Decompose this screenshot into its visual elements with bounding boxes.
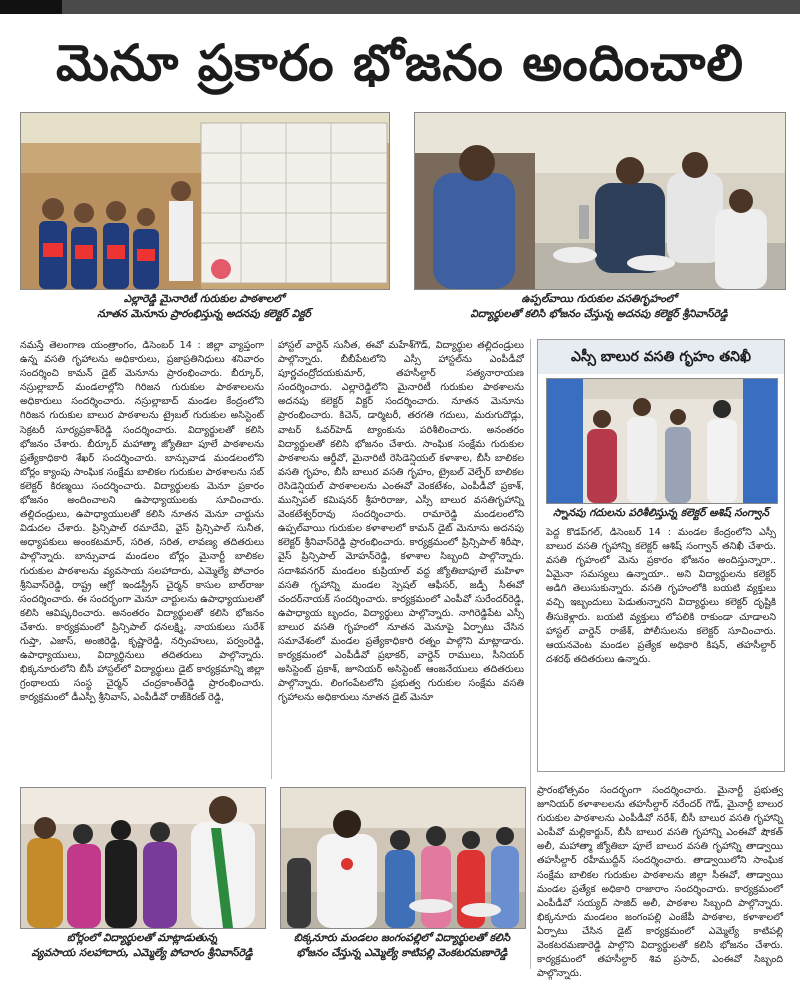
photo-dining-hall	[414, 112, 786, 290]
article-column-1	[20, 339, 264, 779]
caption-box-photo: స్నానపు గదులను పరిశీలిస్తున్న కలెక్టర్ ఆశిష్ సంగ్వాన్	[553, 507, 769, 519]
photo-jangampalli-meal-image	[281, 788, 525, 928]
caption-top-left	[20, 292, 388, 322]
caption-top-right-line1: ఉప్పల్‌వాయి గురుకుల వసతిగృహంలో	[521, 293, 677, 305]
article-column-3-text: ప్రారంభోత్సవం సందర్భంగా సందర్శించారు. మైనార్టీ ప్రభుత్వ జూనియర్ కళాశాలలను తహసీల్దార్ నరేందర్ గౌడ్, మైనార్టీ బాలుర గురుకుల పాఠశాలను ఎంపీడీవో నరేశ్, బీసీ బాలుర వసతి గృహాన్ని ఎంపీవో మల్లికార్జున్, బీసీ బాలుర వసతి గృహాన్ని ఎంఈవో షౌకత్ అలీ, మహాత్మా జ్యోతిబా పూలే బాలుర వసతి గృహాన్ని తాడ్వాయి తహసీల్దార్ రహీముద్దీన్ సందర్శించారు. తాడ్వాయిలోని సాంఘిక సంక్షేమ బాలికల గురుకుల పాఠశాలను జిల్లా సీఈవో, తాడ్వాయి మండల ప్రత్యేక అధికారి రాజారాం సందర్శించారు. కార్యక్రమంలో ఎంపీడీవో సయ్యద్ సాజిద్ అలీ, పాఠశాల సిబ్బంది పాల్గొన్నారు. భిక్కనూరు మండలం జంగంపల్లి ఎంజేపీ పాఠశాల, కళాశాలలో ఏర్పాటు చేసిన డైట్ కార్యక్రమంలో ఎమ్మెల్యే కాటిపల్లి వెంకటరమణారెడ్డి పాల్గొని విద్యార్థులతో కలిసి భోజనం చేశారు. కార్యక్రమంలో తహసీల్దార్ శివ ప్రసాద్, ఎంఈవో సిబ్బంది పాల్గొన్నారు.	[537, 785, 783, 980]
headline: మెనూ ప్రకారం భోజనం అందించాలి	[55, 34, 745, 92]
photo-bathroom-inspection-image	[547, 379, 777, 503]
caption-top-left-line2: నూతన మెనూను ప్రారంభిస్తున్న అదనపు కలెక్టర్ విక్టర్	[97, 308, 311, 320]
caption-bottom-left-line2: వ్యవసాయ సలహాదారు, ఎమ్మెల్యే పోచారం శ్రీనివాస్‌రెడ్డి	[31, 947, 253, 959]
article-column-3	[537, 784, 783, 980]
article-column-2	[278, 339, 524, 779]
sidebar-story-title: ఎస్సీ బాలుర వసతి గృహం తనిఖీ	[538, 340, 784, 374]
photo-borlam-visit	[20, 787, 266, 929]
caption-bottom-left	[20, 931, 264, 961]
top-bar	[0, 0, 800, 14]
caption-bottom-mid-line2: భోజనం చేస్తున్న ఎమ్మెల్యే కాటిపల్లి వెంకటరమణారెడ్డి	[296, 947, 508, 959]
photo-jangampalli-meal	[280, 787, 526, 929]
sidebar-story-box	[537, 339, 785, 772]
top-bar-tab	[0, 0, 62, 14]
photo-menu-launch-image	[21, 113, 389, 289]
column-divider-1	[271, 339, 272, 779]
article-column-1-text: నమస్తే తెలంగాణ యంత్రాంగం, డిసెంబర్ 14 : జిల్లా వ్యాప్తంగా ఉన్న వసతి గృహాలను అధికారులు, ప్రజాప్రతినిధులు శనివారం సందర్శించి కామన్ డైట్ మెనూను ప్రారంభించారు. బీర్కూర్, నస్రుల్లాబాద్ మండలాల్లోని గిరిజన గురుకుల పాఠశాలలను అధికారులు సందర్శించారు. నస్రుల్లాబాద్ మండల కేంద్రంలోని గిరిజన గురుకుల బాలుర పాఠశాలను ట్రైబల్ గురుకుల అసిస్టెంట్ సెక్రటరీ సూర్యప్రకాశ్‌రెడ్డి సందర్శించారు. విద్యార్థులతో కలిసి భోజనం చేశారు. బీర్కూర్ మహాత్మా జ్యోతిబా పూలే పాఠశాలను ప్రత్యేకాధికారి శేఖర్ సందర్శించారు. బాన్సువాడ మండలంలోని బోర్లం క్యాంపు సాంఘిక సంక్షేమ బాలికల గురుకుల పాఠశాలను సబ్ కలెక్టర్ కిరణ్మయి సందర్శించారు. విద్యార్థులకు మెనూ ప్రకారం భోజనం అందించాలని ఉపాధ్యాయులకు సూచించారు. తల్లిదండ్రులు, ఉపాధ్యాయులతో కలిసి నూతన మెనూ చార్టును విడుదల చేశారు. ప్రిన్సిపాల్ రమాదేవి, వైస్ ప్రిన్సిపాల్ సునీత, అధ్యాపకులు అంంకటమార్, సరిత, సరిత, లావణ్య తదితరులు పాల్గొన్నారు. బాన్సువాడ మండలం బోర్లం మైనార్టీ బాలికల గురుకుల పాఠశాలను వ్యవసాయ సలహాదారు, ఎమ్మెల్యే పోచారం శ్రీనివాస్‌రెడ్డి, రాష్ట్ర ఆగ్రో ఇండస్ట్రీస్ చైర్మన్ కాసుల బాల్‌రాజు సందర్శించారు. ఈ సందర్భంగా మెనూ చార్టులను ఉపాధ్యాయులతో కలిసి ఆవిష్కరించారు. అనంతరం విద్యార్థులతో కలిసి భోజనం చేశారు. కార్యక్రమంలో ప్రిన్సిపాల్ ధనలక్ష్మి, నాయకులు సురేశ్ గుప్తా, ఎజాస్, అంజిరెడ్డి, కృష్ణారెడ్డి, నర్సింహులు, పర్వంరెడ్డి, ఉపాధ్యాయులు, విద్యార్థినులు తదితరులు పాల్గొన్నారు. భిక్కనూరులోని బీసీ హాస్టల్‌లో విద్యార్థులు డైట్ కార్యక్రమాన్ని జిల్లా గ్రంథాలయ సంస్థ చైర్మన్ చంద్రకాంత్‌రెడ్డి ప్రారంభించారు. కార్యక్రమంలో డీఎస్పీ శ్రీనివాస్, ఎంపీడీవో రాజ్‌కిరణ్ రెడ్డి,	[20, 340, 264, 704]
sidebar-story-body: పెద్ద కొడప్‌గల్, డిసెంబర్ 14 : మండల కేంద్రంలోని ఎస్సీ బాలుర వసతి గృహాన్ని కలెక్టర్ ఆశిష్ సంగ్వాన్ తనిఖీ చేశారు. వసతి గృహంలో మెను ప్రకారం భోజనం అందిస్తున్నారా.. ఏమైనా సమస్యలు ఉన్నాయా.. అని విద్యార్థులను కలెక్టర్ అడిగి తెలుసుకున్నారు. వసతి గృహంలోకి బయటి వ్యక్తులు వచ్చి ఇబ్బందులు పెడుతున్నారని విద్యార్థులు కలెక్టర్ దృష్టికి తీసుకెళ్లారు. బయటి వ్యక్తులు లోపలికి రాకుండా చూడాలని హాస్టల్ వార్డెన్ రాజేశ్, పోలీసులను కలెక్టర్ సూచించారు. ఆయనవెంట మండల ప్రత్యేక అధికారి కిషన్, తహసీల్దార్ దశరథ్ తదితరులు ఉన్నారు.	[546, 527, 776, 665]
caption-top-right	[414, 292, 784, 322]
caption-top-left-line1: ఎల్లారెడ్డి మైనారిటీ గురుకుల పాఠశాలలో	[123, 293, 285, 305]
photo-dining-hall-image	[415, 113, 785, 289]
article-column-2-text: హాస్టల్ వార్డెన్ సునీత, ఈవో మహేశ్‌గౌడ్, విద్యార్థుల తల్లిదండ్రులు పాల్గొన్నారు. బీబీపేటలోని ఎస్సీ హాస్టల్‌ను ఎంపీడీవో పూర్ణచంద్రోదయకుమార్, తహసీల్దార్ సత్యనారాయణ సందర్శించారు. ఎల్లారెడ్డిలోని మైనారిటీ గురుకుల పాఠశాలను అదనపు కలెక్టర్ విక్టర్ సందర్శించారు. నూతన మెనూను ప్రారంభించారు. కిచెన్, డార్మిటరీ, తరగతి గదులు, మరుగుదొడ్లు, వాటర్ ఓవర్‌హెడ్ ట్యాంకును పరిశీలించారు. అనంతరం విద్యార్థులతో కలిసి భోజనం చేశారు. సాంఘిక సంక్షేమ గురుకుల పాఠశాలను ఆర్డీవో, మైనారిటీ రెసిడెన్షియల్ కళాశాల, బీసీ బాలికల వసతి గృహం, బీసీ బాలుర వసతి గృహం, ట్రైబల్ వెల్ఫేర్ బాలికల రెసిడెన్షియల్ పాఠశాలలను ఎంఈవో వెంకటేశం, ఎంపీడీవో ప్రకాశ్, మున్సిపల్ కమిషనర్ శ్రీహరిరాజు, ఎస్సీ బాలుర వసతిగృహాన్ని వెంకటేశ్వర్‌రావు సందర్శించారు. రామారెడ్డి మండలంలోని ఉప్పల్‌వాయి గురుకుల కళాశాలలో కామన్ డైట్ మెనూను అదనపు కలెక్టర్ శ్రీనివాస్‌రెడ్డి ప్రారంభించారు. కార్యక్రమంలో ప్రిన్సిపాల్ శిరీషా, వైస్ ప్రిన్సిపాల్ మోహన్‌రెడ్డి, కళాశాల సిబ్బంది పాల్గొన్నారు. సదాశివనగర్ మండలం కుప్రియాల్ వద్ద జ్యోతిబాపూలే మహిళా వసతి గృహాన్ని మండల స్పెషల్ ఆఫీసర్, జడ్పీ సీఈవో చందర్‌నాయక్ సందర్శించారు. కార్యక్రమంలో ఎంపీవో సురేందర్‌రెడ్డి, ఉపాధ్యాయ బృందం, విద్యార్థులు పాల్గొన్నారు. నాగిరెడ్డిపేట ఎస్సీ బాలుర వసతి గృహంలో నూతన మెనూపై ఏర్పాటు చేసిన సమావేశంలో మండల ప్రత్యేకాధికారి రత్నం పాల్గొని మాట్లాడారు. కార్యక్రమంలో ఎంపీడీవో ప్రభాకర్, వార్డెన్ రాములు, సీనియర్ అసిస్టెంట్ ప్రకాశ్, జూనియర్ అసిస్టెంట్ ఆంజనేయులు తదితరులు పాల్గొన్నారు. లింగంపేటలోని ప్రభుత్వ గురుకుల సంక్షేమ వసతి గృహాలను అధికారులు నూతన డైట్ మెనూ	[278, 340, 524, 704]
caption-top-right-line2: విద్యార్థులతో కలిసి భోజనం చేస్తున్న అదనపు కలెక్టర్ శ్రీనివాస్‌రెడ్డి	[470, 308, 728, 320]
sidebar-story-text	[546, 526, 776, 766]
photo-borlam-visit-image	[21, 788, 265, 928]
photo-menu-launch	[20, 112, 390, 290]
caption-bottom-mid-line1: బిక్కనూరు మండలం జంగంపల్లిలో విద్యార్థులతో కలిసి	[293, 932, 511, 944]
photo-bathroom-inspection	[546, 378, 778, 504]
caption-bottom-left-line1: బోర్లంలో విద్యార్థులతో మాట్లాడుతున్న	[66, 932, 218, 944]
column-divider-2	[530, 339, 531, 969]
caption-bottom-mid	[280, 931, 524, 961]
